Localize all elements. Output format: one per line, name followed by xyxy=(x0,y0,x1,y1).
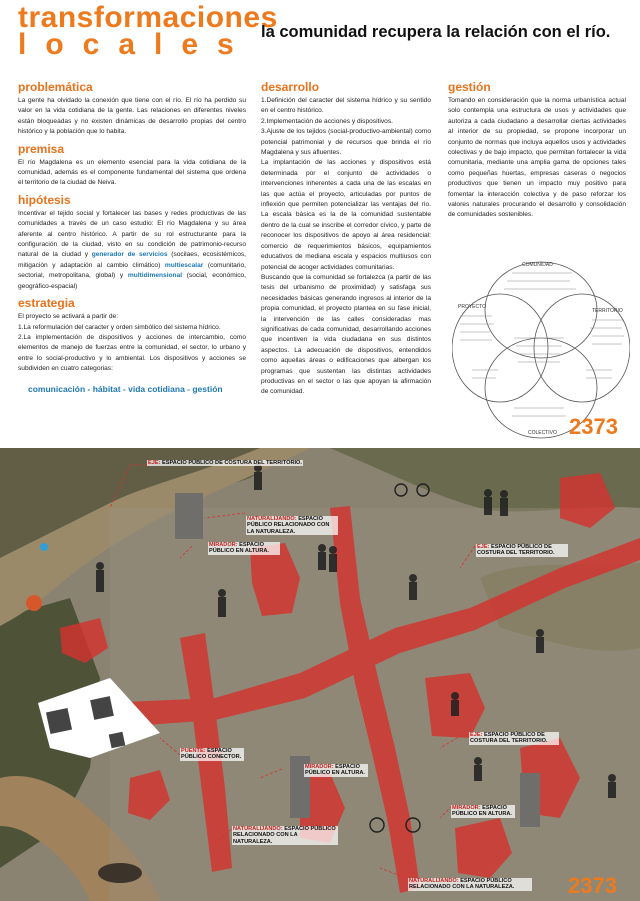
desarrollo-para-2: Buscando que la comunidad se fortalezca (a partir de las tesis del urbanismo de proximidad) y satisfaga sus necesidades básicas generando ingresos al interior de la propia comunidad, el proyecto plantea en su fase inicial, la intervención de las calles consideradas mas significativas de cada comunidad, desarrollando acciones que incentiven la vida ciudadana en sus distintos aspectos. La adecuación de dispositivos, entendidos como aquellas áreas o edificaciones que albergan los programas que sustentan las distintas actividades productivas en el sector o las que apoyan la afirmación de comunidad. xyxy=(261,273,431,396)
highlight-multiescalar: multiescalar xyxy=(164,261,204,269)
subtitle: la comunidad recupera la relación con el río. xyxy=(261,23,611,41)
premisa-heading: premisa xyxy=(18,141,65,156)
map-label-eje-1: EJE: ESPACIO PÚBLICO DE COSTURA DEL TERRITORIO. xyxy=(148,460,302,466)
panel-number-bottom: 2373 xyxy=(568,873,617,898)
blue-bird-icon xyxy=(40,543,48,551)
map-label-naturalijando-3: NATURALIJANDO: ESPACIO PÚBLICO RELACIONADO CON LA NATURALEZA. xyxy=(408,878,532,891)
map-label-naturalijando-1: NATURALIJANDO: ESPACIO PÚBLICO RELACIONADO CON LA NATURALEZA. xyxy=(246,516,338,535)
tower-1 xyxy=(175,493,203,539)
desarrollo-item-2: 2.Implementación de acciones y dispositivos. xyxy=(261,117,393,125)
estrategia-item-1: 1.La reformulación del caracter y orden simbólico del sistema hídrico. xyxy=(18,323,221,331)
column-left xyxy=(18,80,246,395)
bird-icon xyxy=(26,595,42,611)
hipotesis-heading: hipótesis xyxy=(18,192,71,207)
hipotesis-text xyxy=(18,209,246,292)
desarrollo-para-1: La implantación de las acciones y dispositivos está determinada por el conjunto de actividades o intervenciones inherentes a cada una de las escalas en las que actúa el proyecto, articuladas por puntos de inflexión que permiten potencializar las ventajas del río. La escala básica es la de la comunidad sustentable dentro de la cual se inscribe el corredor cívico, y parte de reconocer los dispositivos de apoyo al área residencial: comercio de requerimientos básicos, equipamientos educativos de mediana escala y espacios multiusos con potencial de acoger actividades comunitarias. xyxy=(261,159,431,271)
column-right xyxy=(448,80,626,221)
map-label-eje-3: EJE: ESPACIO PÚBLICO DE COSTURA DEL TERRITORIO. xyxy=(469,732,559,745)
venn-label-proyecto: PROYECTO xyxy=(458,304,486,310)
panel-number: 2373 xyxy=(569,414,618,439)
capybara-icon xyxy=(98,863,142,883)
column-middle xyxy=(261,80,431,398)
highlight-generador: generador de servicios xyxy=(91,251,168,259)
title-line-1: transformaciones xyxy=(18,1,278,34)
site-map xyxy=(0,448,640,901)
hipotesis-text-a: Incentivar el tejido social y fortalecer las bases y redes productivas de las comunidades a través de un caso estudio: El río Magdalena y su área aferente al centro histórico. A partir de su rol estructurante para la configuración de la ciudad, visto en su condición de patrimonio-recurso natural de la ciudad y xyxy=(18,209,246,259)
problematica-text: La gente ha olvidado la conexión que tiene con el río. El río ha perdido su valor en la vida cotidiana de la gente. Las relaciones en diferentes niveles están bloqueadas y no existen dinámicas de desarrollo propias del centro histórico y la población que lo habita. xyxy=(18,97,246,136)
venn-label-comunidad: COMUNIDAD xyxy=(522,262,553,268)
map-label-mirador-3: MIRADOR: ESPACIO PÚBLICO EN ALTURA. xyxy=(451,805,515,818)
estrategia-heading: estrategia xyxy=(18,296,75,311)
map-label-mirador-1: MIRADOR: ESPACIO PÚBLICO EN ALTURA. xyxy=(208,542,280,555)
estrategia-item-2: 2.La implementación de dispositivos y acciones de intercambio, como elementos de manejo de fuerzas entre la comunidad, el sector, lo urbano y entre lo social-productivo y lo ambiental. Los dispositivos y acciones se subdividen en cuatro categorias: xyxy=(18,333,246,373)
hipotesis-text-d: (social, económico, geográfico-espacial) xyxy=(18,272,246,290)
map-label-naturalijando-2: NATURALIJANDO: ESPACIO PÚBLICO RELACIONADO CON LA NATURALEZA. xyxy=(232,826,338,845)
gestion-heading: gestión xyxy=(448,80,491,94)
desarrollo-item-3: 3.Ajuste de los tejidos (social-productivo-ambiental) como potencial patrimonial y de recursos que brinda el río Magdalena y sus afluentes. xyxy=(261,128,431,157)
info-panel xyxy=(0,0,640,448)
venn-label-territorio: TERRITORIO xyxy=(592,308,623,314)
venn-label-colectivo: COLECTIVO xyxy=(528,430,557,436)
categories-line: comunicación - hábitat - vida cotidiana - gestión xyxy=(28,383,223,394)
highlight-multidimensional: multidimensional xyxy=(127,272,183,280)
map-label-mirador-2: MIRADOR: ESPACIO PÚBLICO EN ALTURA. xyxy=(304,764,368,777)
hipotesis-text-c: (comunitario, sectorial, metropolitana, global) y xyxy=(18,261,246,280)
hipotesis-text-b: (socilaes, ecosistémicos, mitigación y adaptación al cambio climático) xyxy=(18,251,247,269)
tower-3 xyxy=(520,773,540,827)
map-label-eje-2: EJE: ESPACIO PÚBLICO DE COSTURA DEL TERRITORIO. xyxy=(476,544,568,557)
estrategia-intro: El proyecto se activará a partir de: xyxy=(18,313,119,321)
desarrollo-heading: desarrollo xyxy=(261,80,320,94)
gestion-text: Tomando en consideración que la norma urbanística actual solo contempla una estructura de usos y actividades que autoriza a cada ciudadano a desarrollar ciertas actividades al interior de su propiedad, se propone incorporar un conjunto de normas que incluya aquellos usos y actividades colectivas y de bajo impacto, que permitan fortalecer la vida comunitaria, mediante una amplia gama de opciones tales como pequeñas huertas, empresas caseras o negocios productivos que tienen un impacto muy positivo para fomentar la interacción colectiva y de paso reforzar los valores naturales procurando el desarrollo y consolidación de comunidades sostenibles. xyxy=(448,97,626,219)
map-label-puente: PUENTE: ESPACIO PÚBLICO CONECTOR. xyxy=(180,748,244,761)
desarrollo-item-1: 1.Definición del caracter del sistema hídrico y su sentido en el centro histórico. xyxy=(261,97,431,115)
premisa-text: El río Magdalena es un elemento esencial para la vida cotidiana de la comunidad, además es el componente fundamental del sistema que ordena el territorio de la ciudad de Neiva. xyxy=(18,158,246,187)
problematica-heading: problemática xyxy=(18,80,93,94)
title-line-2: locales xyxy=(18,28,253,61)
